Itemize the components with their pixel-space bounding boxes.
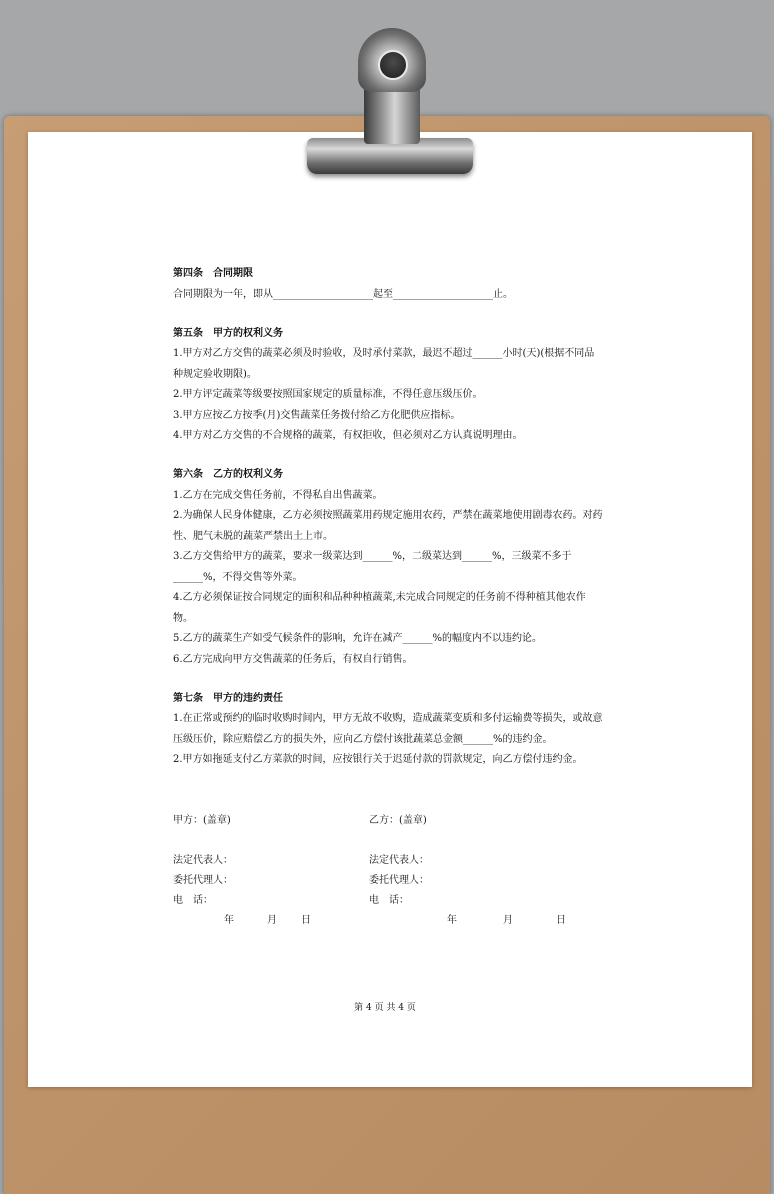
party-a-phone-label: 电 话：: [173, 894, 213, 906]
paragraph: 2.甲方评定蔬菜等级要按照国家规定的质量标准，不得任意压级压价。: [173, 389, 483, 400]
party-a-legal-rep-label: 法定代表人：: [173, 854, 233, 866]
phone-row: [173, 891, 603, 911]
party-b-year-label: 年: [447, 914, 457, 926]
party-a-seal-label: 甲方：(盖章): [173, 814, 231, 826]
party-a-agent-label: 委托代理人：: [173, 874, 233, 886]
party-b-day-label: 日: [556, 914, 566, 926]
paragraph: 2.为确保人民身体健康，乙方必须按照蔬菜用药规定施用农药，严禁在蔬菜地使用剧毒农药。对药性、肥气未脱的蔬菜严禁出土上市。: [173, 510, 603, 542]
contract-body: [173, 264, 603, 931]
party-a-month-label: 月: [267, 914, 277, 926]
section-title: 第四条 合同期限: [173, 268, 253, 279]
paragraph: 2.甲方如拖延支付乙方菜款的时间，应按银行关于迟延付款的罚款规定，向乙方偿付违约金。: [173, 754, 583, 765]
paragraph: 1.在正常或预约的临时收购时间内，甲方无故不收购，造成蔬菜变质和多付运输费等损失，或故意压级压价，除应赔偿乙方的损失外，应向乙方偿付该批蔬菜总金额______%的违约金。: [173, 713, 603, 745]
party-a-year-label: 年: [224, 914, 234, 926]
paragraph: 合同期限为一年，即从____________________起至____________________止。: [173, 288, 513, 300]
legal-rep-row: [173, 851, 603, 871]
paragraph: 4.甲方对乙方交售的不合规格的蔬菜，有权拒收，但必须对乙方认真说明理由。: [173, 430, 523, 441]
party-b-legal-rep-label: 法定代表人：: [369, 854, 429, 866]
paragraph: 6.乙方完成向甲方交售蔬菜的任务后，有权自行销售。: [173, 653, 413, 665]
party-b-phone-label: 电 话：: [369, 894, 409, 906]
party-b-agent-label: 委托代理人：: [369, 874, 429, 886]
clipboard-clip-hole: [378, 50, 408, 80]
signature-party-row: [173, 811, 603, 831]
section-title: 第五条 甲方的权利义务: [173, 327, 283, 339]
page-number: 第 4 页 共 4 页: [354, 1003, 416, 1013]
paragraph: 1.乙方在完成交售任务前，不得私自出售蔬菜。: [173, 489, 383, 501]
paragraph: 4.乙方必须保证按合同规定的面积和品种种植蔬菜,未完成合同规定的任务前不得种植其他农作物。: [173, 592, 586, 624]
section-title: 第七条 甲方的违约责任: [173, 692, 283, 704]
party-b-seal-label: 乙方：(盖章): [369, 814, 427, 826]
paragraph: 3.乙方交售给甲方的蔬菜，要求一级菜达到______%，二级菜达到______%，三级菜不多于______%，不得交售等外菜。: [173, 551, 572, 583]
paragraph: 1.甲方对乙方交售的蔬菜必须及时验收，及时承付菜款，最迟不超过______小时(天)(根据不同品种规定验收期限)。: [173, 348, 595, 380]
party-b-month-label: 月: [503, 914, 513, 926]
agent-row: [173, 871, 603, 891]
paragraph: 3.甲方应按乙方按季(月)交售蔬菜任务拨付给乙方化肥供应指标。: [173, 409, 461, 421]
section-title: 第六条 乙方的权利义务: [173, 469, 283, 480]
party-a-day-label: 日: [301, 914, 311, 926]
paragraph: 5.乙方的蔬菜生产如受气候条件的影响，允许在减产______%的幅度内不以违约论。: [173, 633, 543, 644]
date-row: [173, 911, 603, 931]
